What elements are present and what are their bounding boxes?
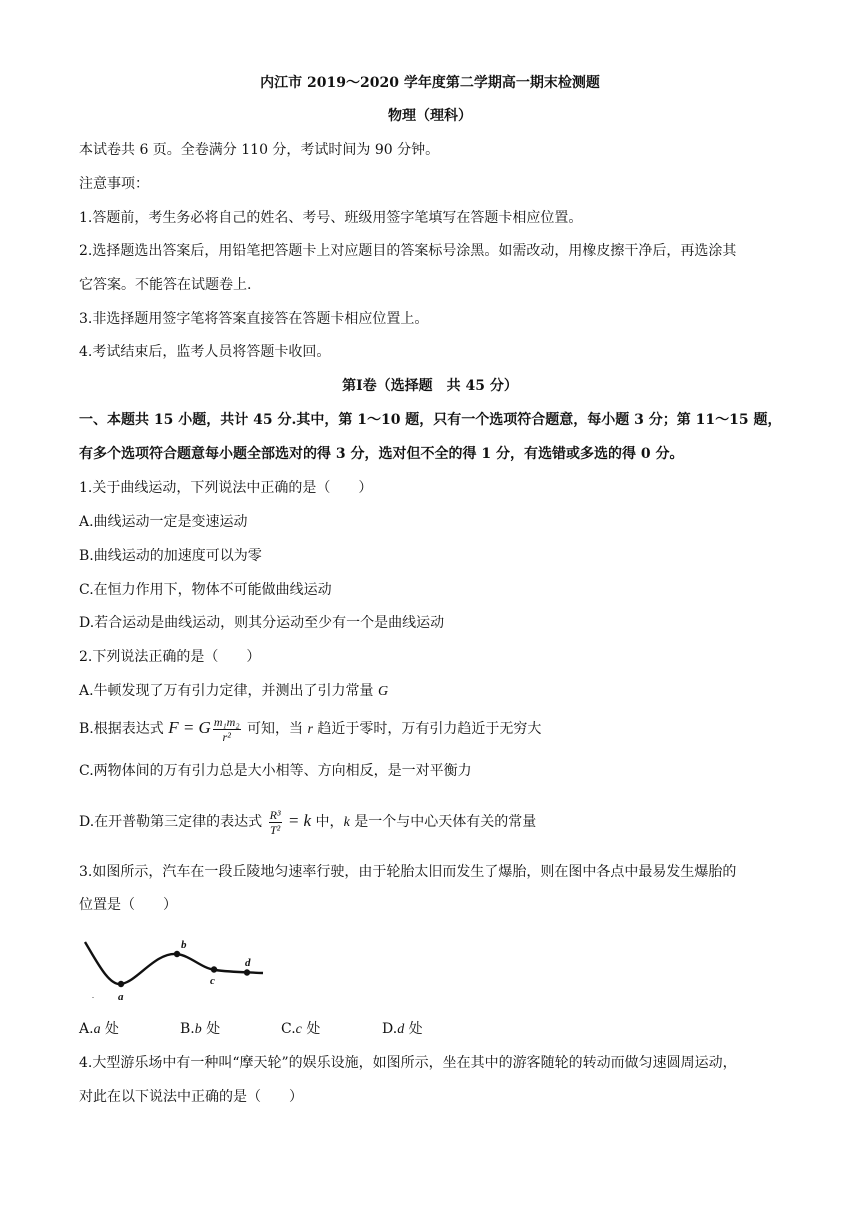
- q2-formula-lhs: F = G: [168, 718, 211, 737]
- notice-heading: 注意事项：: [79, 176, 149, 192]
- q2-kepler-denominator: T²: [269, 822, 281, 837]
- point-d-label: d: [245, 957, 251, 969]
- q1-option-a: A.曲线运动一定是变速运动: [79, 514, 248, 530]
- point-b-marker: [174, 951, 180, 957]
- svg-text:.: .: [92, 991, 94, 1000]
- q2-option-a-var: G: [378, 684, 389, 699]
- q3-stem-line-1: 3.如图所示，汽车在一段丘陵地匀速率行驶，由于轮胎太旧而发生了爆胎，则在图中各点中最易发生爆胎的: [79, 864, 737, 880]
- q2-option-d-var: k: [343, 815, 350, 830]
- q4-stem-line-2: 对此在以下说法中正确的是（ ）: [79, 1089, 303, 1105]
- q2-option-d-suffix: 是一个与中心天体有关的常量: [349, 814, 537, 830]
- q2-formula-fraction: [213, 715, 241, 744]
- q2-option-d-prefix: D.在开普勒第三定律的表达式: [79, 814, 267, 830]
- hill-road-figure: [79, 934, 269, 1004]
- q3-option-d: D.d 处: [382, 1021, 423, 1037]
- q3-option-a: A.a 处: [79, 1021, 120, 1037]
- q2-option-a-text: A.牛顿发现了万有引力定律，并测出了引力常量: [79, 683, 379, 699]
- q2-fraction-denominator: r²: [222, 729, 231, 744]
- q2-kepler-numerator: R³: [269, 807, 281, 822]
- point-c-label: c: [210, 975, 215, 987]
- notice-item-2: 2.选择题选出答案后，用铅笔把答题卡上对应题目的答案标号涂黑。如需改动，用橡皮擦干净后，再选涂其: [79, 243, 737, 259]
- q2-option-c: C.两物体间的万有引力总是大小相等、方向相反，是一对平衡力: [79, 763, 472, 779]
- exam-subtitle: 物理（理科）: [388, 108, 472, 124]
- section-title: 第Ⅰ卷（选择题 共 45 分）: [342, 378, 518, 394]
- point-a-marker: [118, 981, 124, 987]
- q4-stem-line-1: 4.大型游乐场中有一种叫“摩天轮”的娱乐设施，如图所示，坐在其中的游客随轮的转动而做匀速圆周运动，: [79, 1055, 737, 1071]
- q3-option-b: B.b 处: [180, 1021, 221, 1037]
- q3-option-c: C.c 处: [281, 1021, 321, 1037]
- notice-item-2-continued: 它答案。不能答在试题卷上.: [79, 277, 252, 293]
- q2-option-d: [79, 804, 536, 840]
- q3-options: [79, 1019, 423, 1040]
- q1-option-b: B.曲线运动的加速度可以为零: [79, 548, 262, 564]
- q2-option-a: [79, 681, 388, 702]
- q1-stem: 1.关于曲线运动，下列说法中正确的是（ ）: [79, 480, 373, 496]
- notice-item-4: 4.考试结束后，监考人员将答题卡收回。: [79, 344, 331, 360]
- exam-title: 内江市 2019～2020 学年度第二学期高一期末检测题: [260, 75, 600, 91]
- point-d-marker: [244, 969, 250, 975]
- point-a-label: a: [118, 991, 124, 1003]
- point-c-marker: [211, 966, 217, 972]
- q2-stem: 2.下列说法正确的是（ ）: [79, 649, 261, 665]
- q2-kepler-equals: = k: [283, 811, 312, 830]
- q2-option-b-var: r: [307, 722, 313, 737]
- point-b-label: b: [181, 939, 187, 951]
- q2-option-b-prefix: B.根据表达式: [79, 721, 169, 737]
- notice-item-1: 1.答题前，考生务必将自己的姓名、考号、班级用签字笔填写在答题卡相应位置。: [79, 210, 583, 226]
- q2-option-b: [79, 711, 541, 747]
- q1-option-d: D.若合运动是曲线运动，则其分运动至少有一个是曲线运动: [79, 615, 445, 631]
- section-instruction-2: 有多个选项符合题意每小题全部选对的得 3 分，选对但不全的得 1 分，有选错或多选的得 0 分。: [79, 446, 684, 462]
- q2-fraction-numerator: m₁m₂: [213, 714, 240, 729]
- q2-option-d-mid: 中，: [311, 814, 344, 830]
- exam-info: 本试卷共 6 页。全卷满分 110 分，考试时间为 90 分钟。: [79, 142, 440, 158]
- q1-option-c: C.在恒力作用下，物体不可能做曲线运动: [79, 582, 332, 598]
- q2-kepler-fraction: [269, 808, 282, 837]
- q2-option-b-suffix: 趋近于零时，万有引力趋近于无穷大: [312, 721, 542, 737]
- road-curve: [85, 942, 263, 984]
- q3-stem-line-2: 位置是（ ）: [79, 897, 177, 913]
- section-instruction-1: 一、本题共 15 小题，共计 45 分.其中，第 1～10 题，只有一个选项符合题意，每小题 3 分；第 11～15 题，: [79, 412, 782, 428]
- q2-option-b-mid: 可知，当: [242, 721, 308, 737]
- notice-item-3: 3.非选择题用签字笔将答案直接答在答题卡相应位置上。: [79, 311, 429, 327]
